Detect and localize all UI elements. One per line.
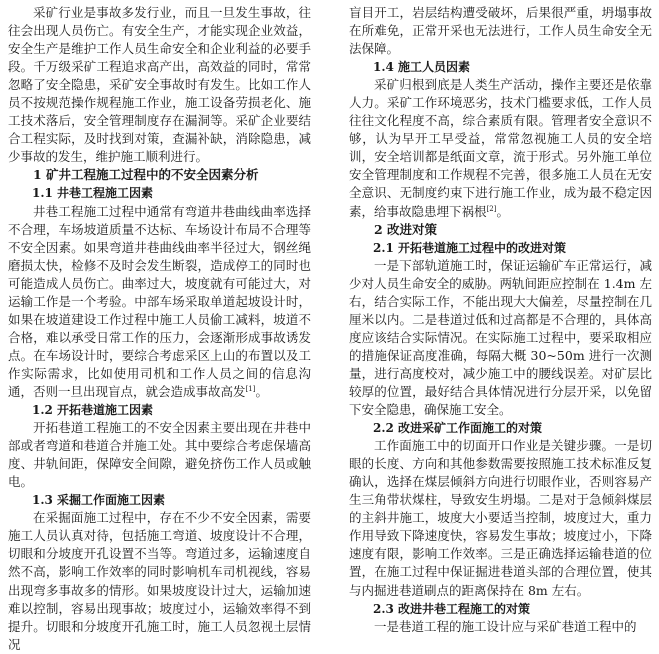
citation-1: [1] (245, 384, 256, 393)
intro-paragraph: 采矿行业是事故多发行业，而且一旦发生事故，往往会出现人员伤亡。有安全生产，才能实现企业效益，安全生产是维护工作人员生命安全和企业利益的必要手段。千万级采矿工程追求高产出，高效益的同时，常常忽略了安全隐患，采矿安全事故时有发生。比如工作人员不按规范操作规程施工作业，施工设备劳损老化、施工技术落后，安全管理制度存在漏洞等。采矿企业要结合工程实际，及时找到对策，查漏补缺，消除隐患，减少事故的发生，维护施工顺利进行。 (8, 5, 311, 165)
left-column (8, 4, 311, 654)
subsection-2-2-paragraph: 工作面施工中的切面开口作业是关键步骤。一是切眼的长度、方向和其他参数需要按照施工技术标准反复确认，选择在煤层倾斜方向进行切眼作业，否则容易产生三角带状煤柱，导致安生坍塌。二是对于急倾斜煤层的主斜井施工，坡度大小要适当控制，坡度过大，重力作用导致下降速度快，容易发生事故；坡度过小，下降速度有限，影响工作效率。三是正确选择运输巷道的位置，在施工过程中保证掘进巷道头部的合理位置，使其与内掘进巷道刷点的距离保持在 8m 左右。 (349, 438, 652, 598)
subsection-2-1-heading: 2.1 开拓巷道施工过程中的改进对策 (373, 240, 567, 255)
citation-2: [2] (486, 204, 497, 213)
paragraph-text: 采矿归根到底是人类生产活动，操作主要还是依靠人力。采矿工作环境恶劣，技术门槛要求低，工作人员往往文化程度不高，综合素质有限。管理者安全意识不够，认为早开工早受益，常常忽视施工人员的安全培训，安全培训都是纸面文章，流于形式。另外施工单位安全管理制度和工作规程不完善，很多施工人员在无安全意识、无制度约束下进行施工作业，成为最不稳定因素，给事故隐患埋下祸根 (349, 77, 652, 219)
subsection-1-3-paragraph: 在采掘面施工过程中，存在不少不安全因素，需要施工人员认真对待，包括施工弯道、坡度设计不合理，切眼和分坡度开孔设置不当等。弯道过多，运输速度自然不高，影响工作效率的同时影响机车司机视线，容易出现弯多事故多的情形。如果坡度设计过大，运输加速难以控制，容易出现事故；坡度过小，运输效率得不到提升。切眼和分坡度开孔施工时，施工人员忽视土层情况 (8, 510, 311, 652)
subsection-1-2-paragraph: 开拓巷道工程施工的不安全因素主要出现在井巷中部或者弯道和巷道合并施工处。其中要综合考虑保墙高度、井轨间距，保障安全间隙，避免挤伤工作人员或触电。 (8, 420, 311, 490)
subsection-1-3-continued: 盲目开工，岩层结构遭受破坏，后果很严重，坍塌事故在所难免，正常开采也无法进行，工作人员生命安全无法保障。 (349, 5, 652, 57)
subsection-1-2-heading: 1.2 开拓巷道施工因素 (32, 403, 154, 418)
paragraph-text: 井巷工程施工过程中通常有弯道井巷曲线曲率选择不合理，车场坡道质量不达标、车场设计布局不合理等不安全因素。如果弯道井巷曲线曲率半径过大，钢丝绳磨损太快，检修不及时会发生断裂，造成停工的同时也可能造成人员伤亡。曲率过大，坡度就有可能过大，对运输工作是一个考验。中部车场采取单道起坡设计时，如果在坡道建设工作过程中施工人员偷工减料，坡道不合格，难以承受日常工作的压力，会逐渐形成事故诱发点。在车场设计时，要综合考虑采区上山的布置以及工作实际需求，比如使用司机和工作人员之间的信息沟通，否则一旦出现盲点，就会造成事故高发 (8, 203, 311, 399)
subsection-2-3-heading: 2.3 改进井巷工程施工的对策 (373, 601, 531, 616)
subsection-1-4-paragraph (349, 76, 652, 220)
subsection-2-3-paragraph: 一是巷道工程的施工设计应与采矿巷道工程中的 (374, 618, 637, 634)
paragraph-end: 。 (255, 383, 268, 399)
right-column (349, 4, 652, 636)
section-2-heading: 2 改进对策 (374, 221, 438, 237)
paragraph-end: 。 (496, 203, 509, 219)
subsection-1-1-heading: 1.1 井巷工程施工因素 (32, 186, 154, 201)
subsection-2-2-heading: 2.2 改进采矿工作面施工的对策 (373, 421, 543, 436)
subsection-1-3-heading: 1.3 采掘工作面施工因素 (32, 493, 166, 508)
subsection-2-1-paragraph: 一是下部轨道施工时，保证运输矿车正常运行，减少对人员生命安全的威胁。两轨间距应控制在 1.4m 左右，结合实际工作，不能出现大大偏差，尽量控制在几厘米以内。二是巷道过低和过高都是不合理的，具体高度应该结合实际情况。在实际施工过程中，要采取相应的措施保证高度准确，每隔大概 30~50m 进行一次测量，进行高度校对，减少施工中的腰线误差。对矿层比较厚的位置，最好结合具体情况进行分层开采，以免留下安全隐患，确保施工安全。 (349, 257, 652, 418)
subsection-1-4-heading: 1.4 施工人员因素 (373, 60, 471, 75)
subsection-1-1-paragraph (8, 203, 311, 402)
section-1-heading: 1 矿井工程施工过程中的不安全因素分析 (33, 167, 259, 183)
